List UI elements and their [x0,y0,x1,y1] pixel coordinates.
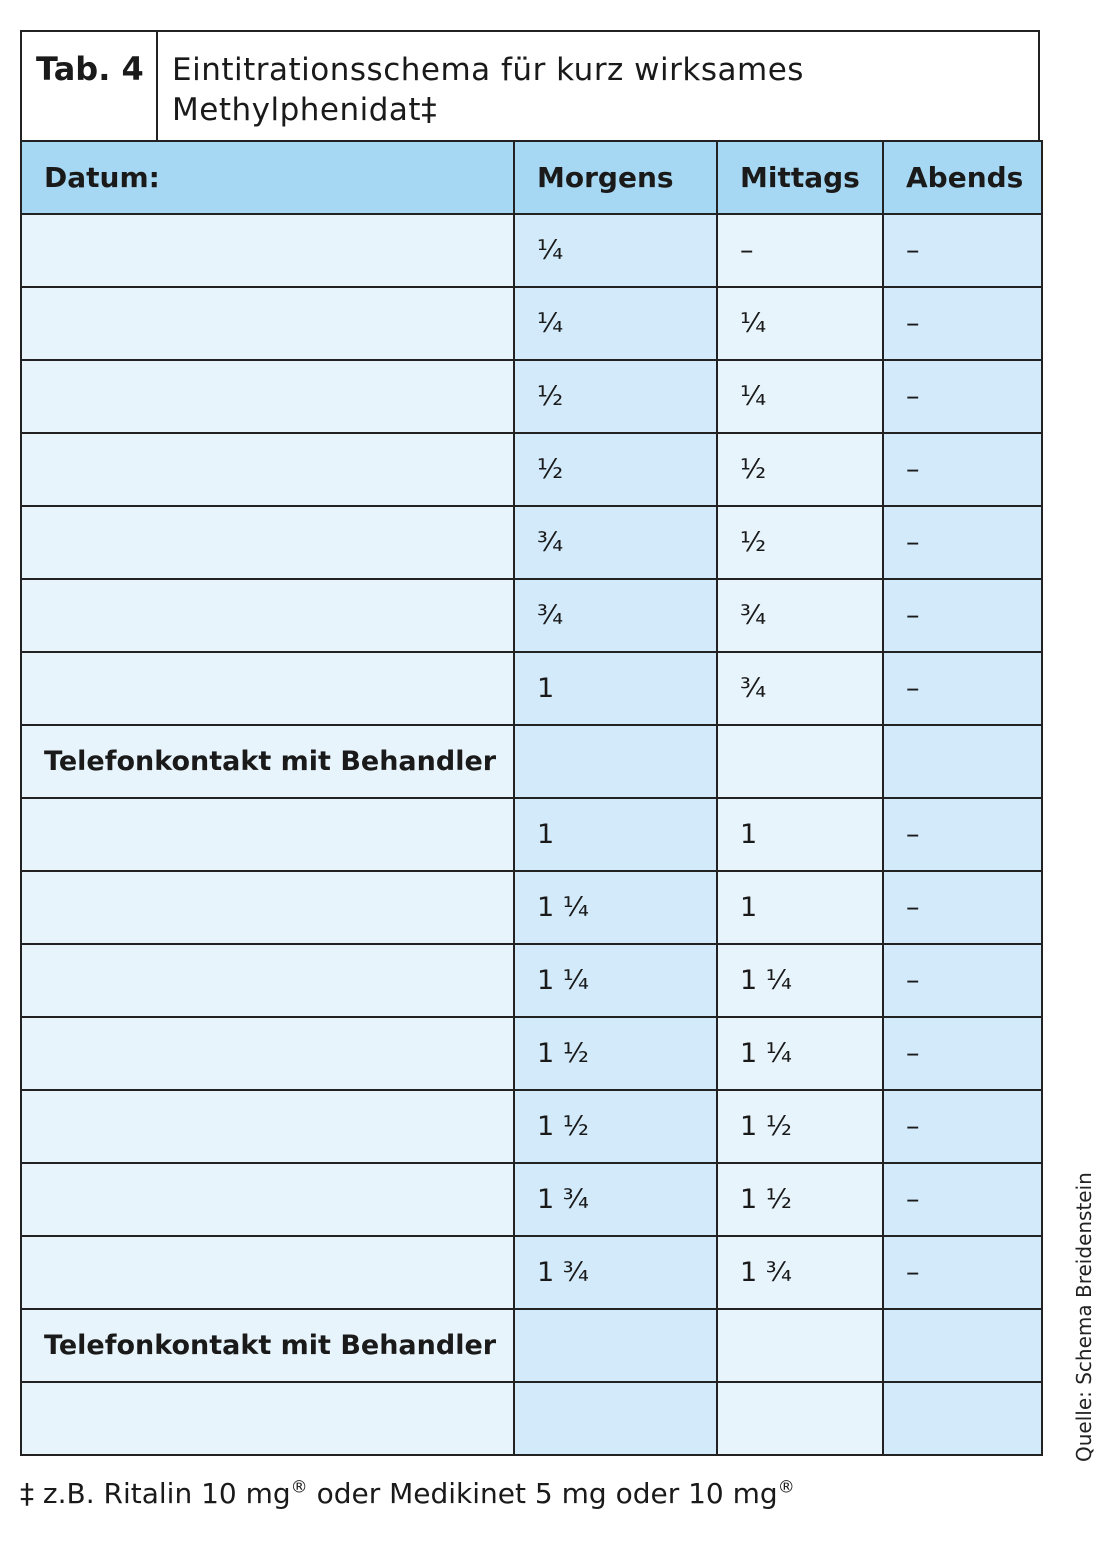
table-row [21,1017,1042,1090]
table-row [21,798,1042,871]
cell-morgens: 1 ¾ [514,1236,717,1309]
cell-abends: – [883,871,1042,944]
cell-abends: – [883,433,1042,506]
cell-datum [21,1163,514,1236]
header-abends: Abends [883,141,1042,214]
header-datum: Datum: [21,141,514,214]
table-header-row [21,141,1042,214]
cell-morgens [514,1382,717,1455]
cell-mittags: 1 ½ [717,1163,883,1236]
table-body [21,214,1042,1455]
cell-morgens: 1 [514,798,717,871]
titration-table [20,140,1043,1456]
table-row [21,214,1042,287]
table-row [21,433,1042,506]
cell-mittags: – [717,214,883,287]
registered-mark: ® [290,1477,308,1498]
cell-mittags: ¾ [717,652,883,725]
cell-mittags: 1 ¾ [717,1236,883,1309]
cell-datum [21,287,514,360]
contact-row [21,1309,1042,1382]
cell-mittags: ½ [717,433,883,506]
registered-mark: ® [777,1477,795,1498]
table-title-line-1: Eintitrationsschema für kurz wirksames [172,52,804,88]
cell-mittags [717,725,883,798]
cell-mittags: 1 [717,871,883,944]
cell-morgens: ¾ [514,506,717,579]
cell-datum [21,798,514,871]
cell-datum [21,506,514,579]
cell-abends: – [883,944,1042,1017]
header-morgens: Morgens [514,141,717,214]
header-mittags: Mittags [717,141,883,214]
footnote-middle: oder Medikinet 5 mg oder 10 mg [307,1477,778,1510]
cell-datum: Telefonkontakt mit Behandler [21,1309,514,1382]
table-title-box [20,30,1040,140]
footnote [20,1477,795,1510]
cell-datum [21,433,514,506]
cell-morgens [514,725,717,798]
footnote-prefix: ‡ z.B. Ritalin 10 mg [20,1477,291,1510]
cell-mittags: ¼ [717,360,883,433]
table-row [21,579,1042,652]
source-credit: Quelle: Schema Breidenstein [1072,1172,1096,1462]
cell-abends [883,1382,1042,1455]
cell-morgens: 1 ½ [514,1017,717,1090]
table-row [21,506,1042,579]
cell-mittags [717,1309,883,1382]
cell-morgens: ¼ [514,214,717,287]
table-row [21,652,1042,725]
cell-datum [21,360,514,433]
table-number: Tab. 4 [22,32,158,140]
cell-morgens: 1 ¼ [514,871,717,944]
cell-datum [21,1382,514,1455]
cell-mittags: 1 [717,798,883,871]
cell-abends: – [883,1236,1042,1309]
cell-mittags: 1 ¼ [717,944,883,1017]
contact-row [21,725,1042,798]
cell-datum [21,1090,514,1163]
cell-abends [883,1309,1042,1382]
cell-datum [21,944,514,1017]
cell-abends: – [883,1163,1042,1236]
cell-abends: – [883,798,1042,871]
cell-mittags: ¾ [717,579,883,652]
table-row [21,287,1042,360]
cell-abends: – [883,360,1042,433]
table-row [21,1163,1042,1236]
table-row [21,1382,1042,1455]
table-row [21,1090,1042,1163]
table-row [21,871,1042,944]
cell-abends: – [883,1017,1042,1090]
cell-abends: – [883,652,1042,725]
cell-abends: – [883,579,1042,652]
cell-morgens: 1 ¼ [514,944,717,1017]
cell-datum [21,1017,514,1090]
cell-abends [883,725,1042,798]
cell-abends: – [883,506,1042,579]
cell-morgens: 1 ¾ [514,1163,717,1236]
table-row [21,1236,1042,1309]
cell-mittags: ½ [717,506,883,579]
cell-mittags: 1 ½ [717,1090,883,1163]
cell-morgens [514,1309,717,1382]
cell-morgens: ½ [514,433,717,506]
cell-morgens: 1 ½ [514,1090,717,1163]
cell-morgens: ½ [514,360,717,433]
cell-datum [21,214,514,287]
table-row [21,360,1042,433]
cell-datum: Telefonkontakt mit Behandler [21,725,514,798]
cell-morgens: ¾ [514,579,717,652]
cell-mittags: 1 ¼ [717,1017,883,1090]
cell-datum [21,652,514,725]
cell-mittags: ¼ [717,287,883,360]
cell-mittags [717,1382,883,1455]
cell-abends: – [883,1090,1042,1163]
cell-datum [21,579,514,652]
cell-abends: – [883,214,1042,287]
table-title [158,32,1038,140]
cell-morgens: 1 [514,652,717,725]
cell-datum [21,871,514,944]
table-title-line-2: Methylphenidat‡ [172,92,438,128]
cell-abends: – [883,287,1042,360]
table-row [21,944,1042,1017]
cell-morgens: ¼ [514,287,717,360]
cell-datum [21,1236,514,1309]
